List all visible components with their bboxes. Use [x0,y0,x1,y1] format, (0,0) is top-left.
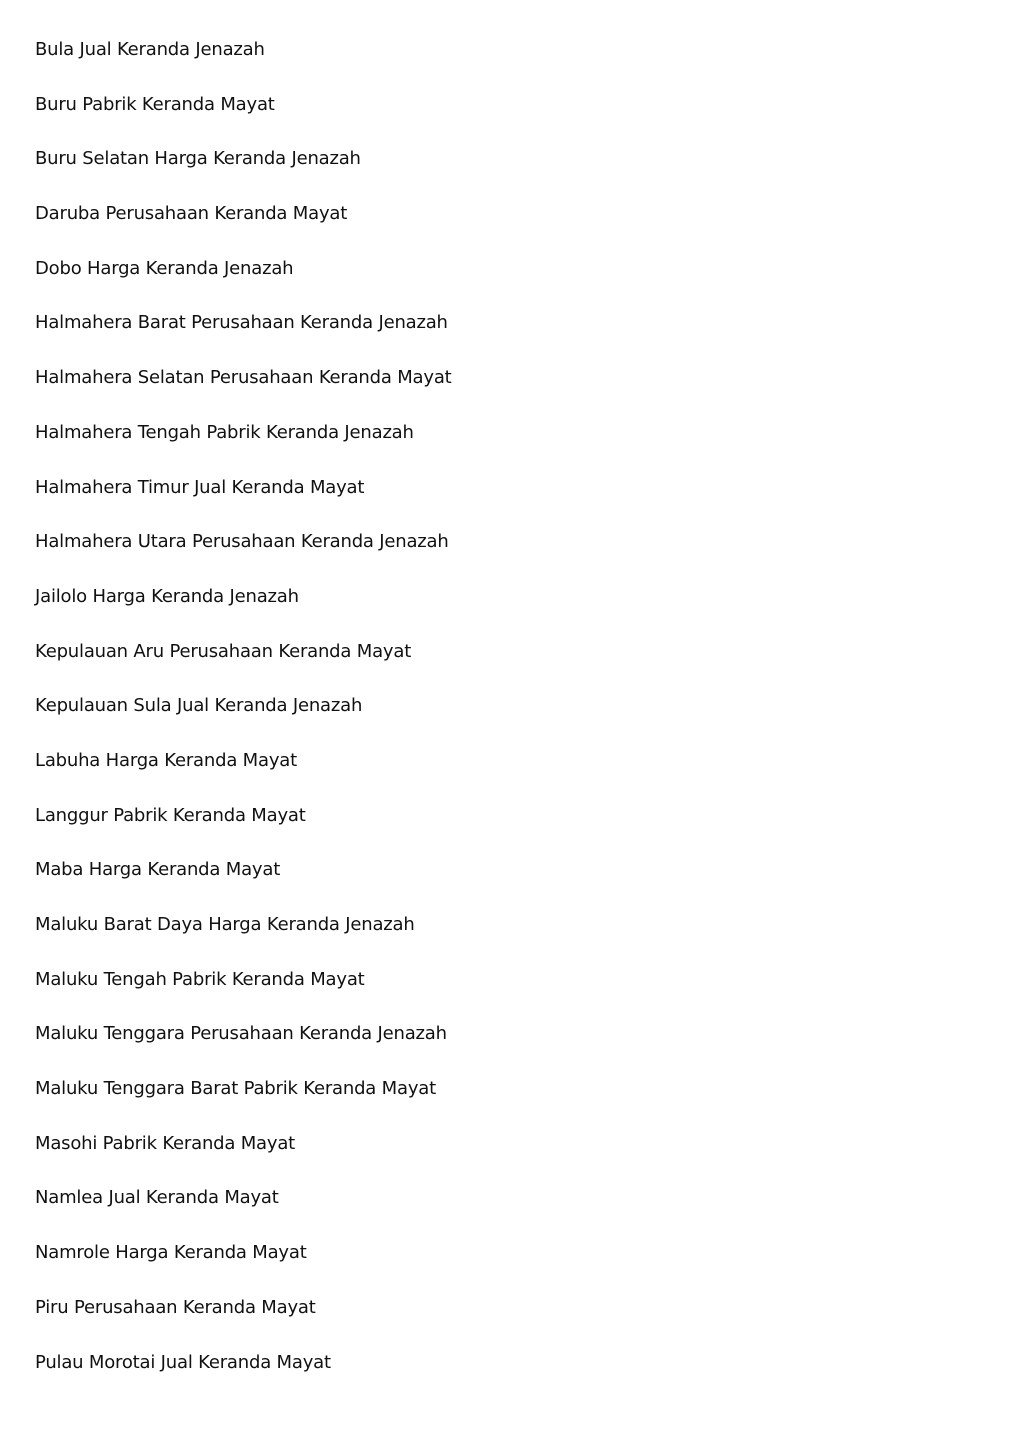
list-item [35,857,452,912]
list-item [35,365,452,420]
list-item [35,529,452,584]
location-link[interactable]: Maluku Tenggara Barat Pabrik Keranda Mayat [35,1078,436,1100]
location-link[interactable]: Buru Pabrik Keranda Mayat [35,93,275,115]
location-link[interactable]: Kepulauan Sula Jual Keranda Jenazah [35,695,363,717]
list-item [35,584,452,639]
list-item [35,967,452,1022]
location-link[interactable]: Bula Jual Keranda Jenazah [35,39,265,60]
location-link[interactable]: Maba Harga Keranda Mayat [35,859,281,881]
location-link[interactable]: Masohi Pabrik Keranda Mayat [35,1132,296,1154]
list-item [35,420,452,475]
location-link[interactable]: Namrole Harga Keranda Mayat [35,1242,307,1264]
list-item [35,748,452,803]
list-item [35,693,452,748]
list-item [35,146,452,201]
location-link[interactable]: Maluku Tengah Pabrik Keranda Mayat [35,968,365,990]
location-link[interactable]: Maluku Barat Daya Harga Keranda Jenazah [35,914,415,935]
location-link[interactable]: Halmahera Tengah Pabrik Keranda Jenazah [35,421,414,443]
list-item [35,803,452,858]
list-item [35,639,452,694]
location-link[interactable]: Buru Selatan Harga Keranda Jenazah [35,148,361,170]
location-link[interactable]: Halmahera Selatan Perusahaan Keranda Mayat [35,367,452,389]
list-item [35,92,452,147]
location-link[interactable]: Maluku Tenggara Perusahaan Keranda Jenazah [35,1023,447,1045]
location-link[interactable]: Langgur Pabrik Keranda Mayat [35,804,306,826]
list-item [35,310,452,365]
list-item [35,201,452,256]
list-item [35,1185,452,1240]
location-link[interactable]: Halmahera Timur Jual Keranda Mayat [35,476,365,498]
list-item [35,1021,452,1076]
list-item [35,37,452,92]
list-item [35,1240,452,1295]
list-item [35,912,452,967]
location-link[interactable]: Halmahera Utara Perusahaan Keranda Jenazah [35,531,449,553]
list-item [35,1295,452,1350]
location-link-list [35,37,452,1404]
list-item [35,475,452,530]
list-item [35,1350,452,1405]
location-link[interactable]: Piru Perusahaan Keranda Mayat [35,1296,316,1318]
location-link[interactable]: Daruba Perusahaan Keranda Mayat [35,203,348,225]
location-link[interactable]: Dobo Harga Keranda Jenazah [35,257,294,279]
list-item [35,1131,452,1186]
location-link[interactable]: Pulau Morotai Jual Keranda Mayat [35,1351,331,1373]
list-item [35,1076,452,1131]
location-link[interactable]: Labuha Harga Keranda Mayat [35,749,297,771]
location-link[interactable]: Jailolo Harga Keranda Jenazah [35,585,299,607]
location-link[interactable]: Kepulauan Aru Perusahaan Keranda Mayat [35,640,412,662]
location-link[interactable]: Namlea Jual Keranda Mayat [35,1187,279,1209]
list-item [35,256,452,311]
location-link[interactable]: Halmahera Barat Perusahaan Keranda Jenazah [35,312,448,334]
